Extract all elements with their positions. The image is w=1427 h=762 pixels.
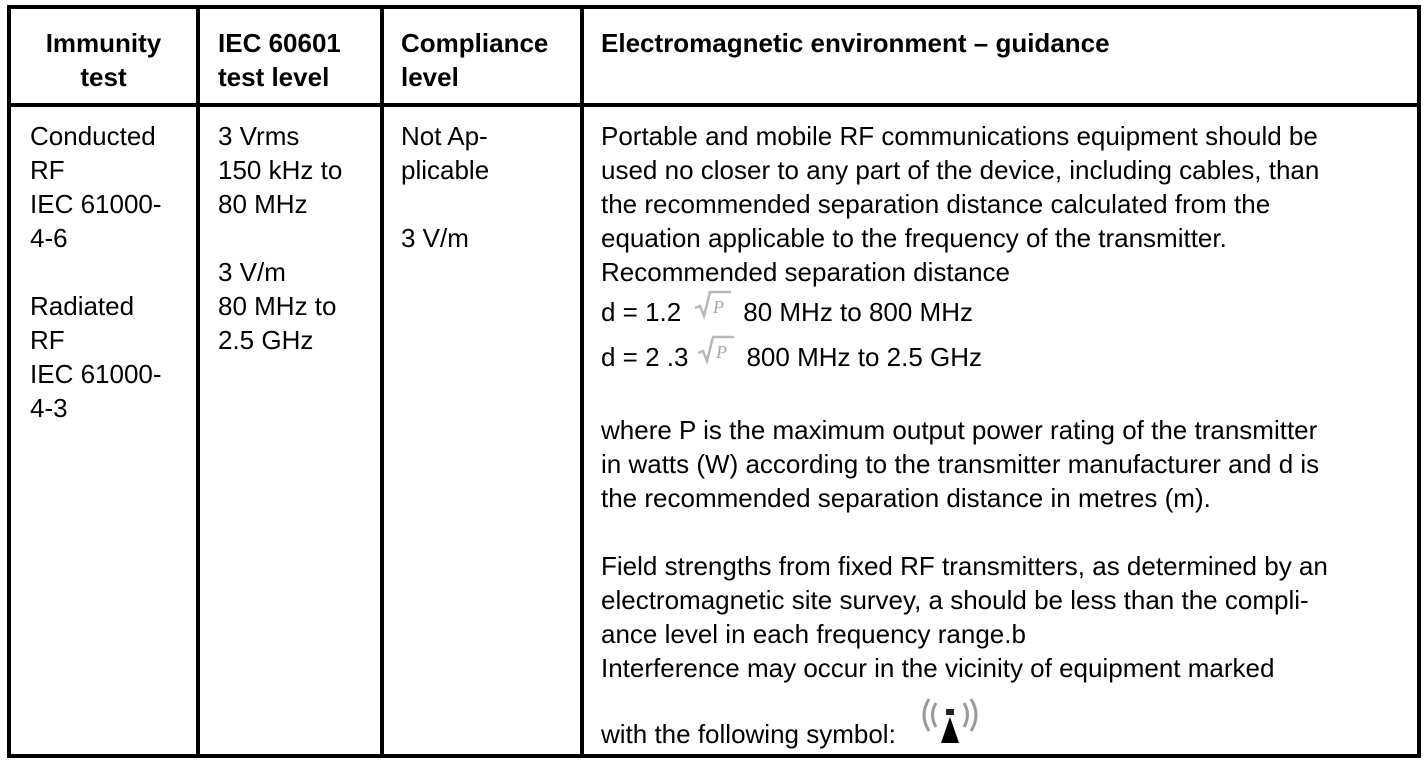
cell-text: 3 V/m bbox=[218, 257, 286, 287]
equation-prefix: d = 2 .3 bbox=[601, 341, 689, 372]
equation-row bbox=[601, 334, 1411, 379]
header-text: test bbox=[80, 62, 127, 92]
header-text: Compliance bbox=[401, 28, 549, 58]
cell-text: IEC 61000- bbox=[30, 189, 162, 219]
cell-text: 3 Vrms bbox=[218, 121, 300, 151]
cell-text: plicable bbox=[401, 155, 490, 185]
cell-text: Not Ap- bbox=[401, 121, 488, 151]
cell-text: RF bbox=[30, 155, 65, 185]
guidance-text: electromagnetic site survey, a should be less than the compli- bbox=[601, 585, 1309, 615]
column-divider bbox=[196, 9, 200, 754]
header-text: Electromagnetic environment – guidance bbox=[601, 28, 1110, 58]
cell-guidance bbox=[601, 119, 1411, 751]
emc-immunity-table bbox=[7, 5, 1421, 758]
cell-text: 3 V/m bbox=[401, 223, 469, 253]
header-test-level bbox=[218, 26, 378, 94]
guidance-text: the recommended separation distance in metres (m). bbox=[601, 483, 1211, 513]
guidance-text: Interference may occur in the vicinity of equipment marked bbox=[601, 653, 1275, 683]
cell-text: 80 MHz to bbox=[218, 291, 337, 321]
header-compliance-level bbox=[401, 26, 576, 94]
guidance-text: in watts (W) according to the transmitter manufacturer and d is bbox=[601, 449, 1320, 479]
equation-range: 80 MHz to 800 MHz bbox=[743, 296, 973, 327]
svg-text:P: P bbox=[716, 341, 728, 362]
column-divider bbox=[580, 9, 584, 754]
cell-text: 4-6 bbox=[30, 223, 68, 253]
cell-immunity-test bbox=[30, 119, 190, 425]
symbol-line bbox=[601, 689, 1411, 751]
guidance-text: equation applicable to the frequency of the transmitter. bbox=[601, 223, 1227, 253]
guidance-text: with the following symbol: bbox=[601, 719, 896, 749]
guidance-text: the recommended separation distance calculated from the bbox=[601, 189, 1271, 219]
equation-prefix: d = 1.2 bbox=[601, 296, 682, 327]
header-text: test level bbox=[218, 62, 330, 92]
cell-text: 150 kHz to bbox=[218, 155, 343, 185]
equation-range: 800 MHz to 2.5 GHz bbox=[746, 341, 983, 372]
guidance-text: used no closer to any part of the device, including cables, than bbox=[601, 155, 1320, 185]
cell-text: Radiated bbox=[30, 291, 135, 321]
sqrt-p-icon bbox=[693, 288, 733, 320]
cell-compliance-level bbox=[401, 119, 576, 255]
header-text: IEC 60601 bbox=[218, 28, 341, 58]
cell-text: 2.5 GHz bbox=[218, 325, 314, 355]
non-ionizing-radiation-icon bbox=[903, 689, 993, 751]
cell-test-level bbox=[218, 119, 378, 357]
sqrt-p-icon bbox=[696, 333, 736, 365]
guidance-text: where P is the maximum output power rating of the transmitter bbox=[601, 415, 1318, 445]
header-text: Immunity bbox=[45, 28, 162, 58]
guidance-text: ance level in each frequency range.b bbox=[601, 619, 1026, 649]
cell-text: Conducted bbox=[30, 121, 156, 151]
cell-text: RF bbox=[30, 325, 65, 355]
guidance-text: Field strengths from fixed RF transmitters, as determined by an bbox=[601, 551, 1328, 581]
cell-text: IEC 61000- bbox=[30, 359, 162, 389]
header-immunity-test bbox=[11, 26, 196, 94]
cell-text: 4-3 bbox=[30, 393, 68, 423]
svg-text:P: P bbox=[713, 296, 725, 317]
guidance-text: Recommended separation distance bbox=[601, 257, 1011, 287]
header-guidance bbox=[601, 26, 1401, 60]
equation-row bbox=[601, 289, 1411, 334]
column-divider bbox=[380, 9, 384, 754]
header-text: level bbox=[401, 62, 459, 92]
guidance-text: Portable and mobile RF communications equipment should be bbox=[601, 121, 1318, 151]
cell-text: 80 MHz bbox=[218, 189, 308, 219]
